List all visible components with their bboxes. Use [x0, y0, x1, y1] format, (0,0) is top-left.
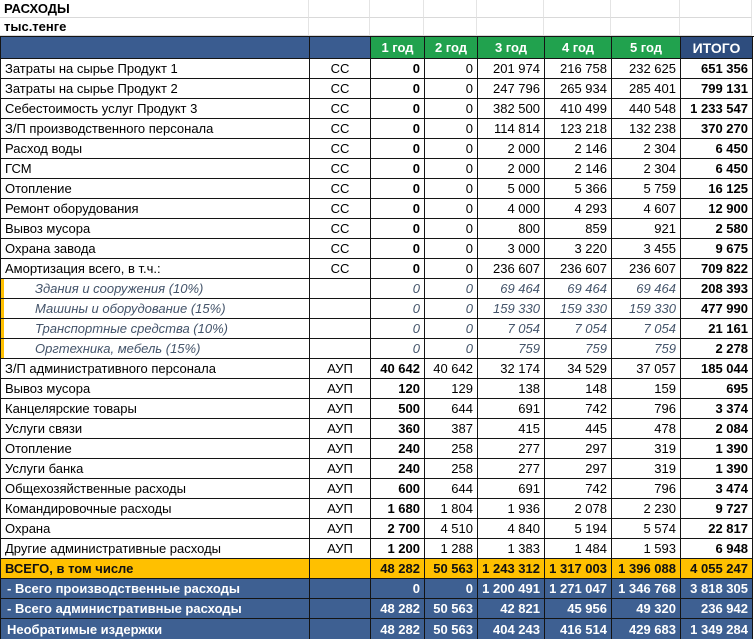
value-cell-year1[interactable]: 2 700	[371, 519, 425, 539]
total-value-cell[interactable]: 4 055 247	[681, 559, 753, 579]
value-cell-year2[interactable]: 0	[425, 239, 478, 259]
total-value-cell[interactable]: 208 393	[681, 279, 753, 299]
value-cell-year5[interactable]: 2 304	[612, 159, 681, 179]
cost-type-cell[interactable]	[310, 339, 371, 359]
value-cell-year4[interactable]: 2 146	[545, 139, 612, 159]
value-cell-year2[interactable]: 1 804	[425, 499, 478, 519]
cost-type-cell[interactable]: СС	[310, 99, 371, 119]
value-cell-year5[interactable]: 319	[612, 459, 681, 479]
row-label-cell[interactable]: Оргтехника, мебель (15%)	[1, 339, 310, 359]
sheet-cell[interactable]	[544, 0, 611, 18]
header-year1[interactable]: 1 год	[371, 37, 425, 59]
value-cell-year5[interactable]: 2 230	[612, 499, 681, 519]
value-cell-year2[interactable]: 387	[425, 419, 478, 439]
value-cell-year2[interactable]: 0	[425, 119, 478, 139]
sheet-cell[interactable]	[370, 18, 424, 36]
table-row	[1, 359, 754, 379]
value-cell-year3[interactable]: 800	[478, 219, 545, 239]
value-cell-year3[interactable]: 247 796	[478, 79, 545, 99]
cost-type-cell[interactable]: СС	[310, 119, 371, 139]
cost-type-cell[interactable]: СС	[310, 259, 371, 279]
value-cell-year3[interactable]: 277	[478, 439, 545, 459]
row-label-cell[interactable]: - Всего производственные расходы	[1, 579, 310, 599]
table-row	[1, 199, 754, 219]
value-cell-year5[interactable]: 796	[612, 399, 681, 419]
value-cell-year2[interactable]: 50 563	[425, 559, 478, 579]
value-cell-year4[interactable]: 1 484	[545, 539, 612, 559]
value-cell-year4[interactable]: 3 220	[545, 239, 612, 259]
value-cell-year5[interactable]: 37 057	[612, 359, 681, 379]
value-cell-year4[interactable]: 69 464	[545, 279, 612, 299]
sheet-title-row	[0, 0, 754, 18]
value-cell-year1[interactable]: 240	[371, 459, 425, 479]
cost-type-cell[interactable]: АУП	[310, 379, 371, 399]
table-row	[1, 599, 754, 619]
table-row	[1, 119, 754, 139]
cost-type-cell[interactable]: АУП	[310, 499, 371, 519]
value-cell-year2[interactable]: 644	[425, 479, 478, 499]
sheet-cell[interactable]	[544, 18, 611, 36]
total-value-cell[interactable]: 3 374	[681, 399, 753, 419]
value-cell-year4[interactable]: 236 607	[545, 259, 612, 279]
value-cell-year2[interactable]: 0	[425, 199, 478, 219]
value-cell-year4[interactable]: 759	[545, 339, 612, 359]
value-cell-year3[interactable]: 691	[478, 479, 545, 499]
header-type-cell[interactable]	[310, 37, 371, 59]
value-cell-year2[interactable]: 0	[425, 279, 478, 299]
value-cell-year2[interactable]: 0	[425, 219, 478, 239]
total-value-cell[interactable]: 695	[681, 379, 753, 399]
cost-type-cell[interactable]: СС	[310, 219, 371, 239]
total-value-cell[interactable]: 9 727	[681, 499, 753, 519]
table-row	[1, 539, 754, 559]
value-cell-year5[interactable]: 232 625	[612, 59, 681, 79]
header-name-cell[interactable]	[1, 37, 310, 59]
sheet-cell[interactable]	[611, 18, 680, 36]
table-row	[1, 219, 754, 239]
value-cell-year5[interactable]: 429 683	[612, 619, 681, 639]
value-cell-year3[interactable]: 759	[478, 339, 545, 359]
value-cell-year5[interactable]: 69 464	[612, 279, 681, 299]
header-total[interactable]: ИТОГО	[681, 37, 753, 59]
value-cell-year3[interactable]: 236 607	[478, 259, 545, 279]
row-label-cell[interactable]: Себестоимость услуг Продукт 3	[1, 99, 310, 119]
value-cell-year1[interactable]: 600	[371, 479, 425, 499]
value-cell-year4[interactable]: 859	[545, 219, 612, 239]
value-cell-year3[interactable]: 4 840	[478, 519, 545, 539]
row-label-cell[interactable]: З/П производственного персонала	[1, 119, 310, 139]
value-cell-year3[interactable]: 5 000	[478, 179, 545, 199]
value-cell-year1[interactable]: 0	[371, 199, 425, 219]
value-cell-year3[interactable]: 404 243	[478, 619, 545, 639]
value-cell-year1[interactable]: 0	[371, 579, 425, 599]
table-row	[1, 239, 754, 259]
value-cell-year5[interactable]: 440 548	[612, 99, 681, 119]
value-cell-year1[interactable]: 48 282	[371, 559, 425, 579]
header-year3[interactable]: 3 год	[478, 37, 545, 59]
row-label-cell[interactable]: Затраты на сырье Продукт 1	[1, 59, 310, 79]
total-value-cell[interactable]: 709 822	[681, 259, 753, 279]
cost-type-cell[interactable]: АУП	[310, 359, 371, 379]
cost-type-cell[interactable]	[310, 619, 371, 639]
value-cell-year5[interactable]: 5 574	[612, 519, 681, 539]
value-cell-year1[interactable]: 0	[371, 259, 425, 279]
sheet-cell[interactable]	[477, 18, 544, 36]
total-value-cell[interactable]: 22 817	[681, 519, 753, 539]
total-value-cell[interactable]: 1 233 547	[681, 99, 753, 119]
value-cell-year1[interactable]: 0	[371, 59, 425, 79]
cost-type-cell[interactable]: СС	[310, 59, 371, 79]
value-cell-year1[interactable]: 0	[371, 119, 425, 139]
cost-type-cell[interactable]: СС	[310, 159, 371, 179]
value-cell-year1[interactable]: 0	[371, 239, 425, 259]
value-cell-year3[interactable]: 415	[478, 419, 545, 439]
cost-type-cell[interactable]	[310, 579, 371, 599]
value-cell-year4[interactable]: 445	[545, 419, 612, 439]
row-label-cell[interactable]: Отопление	[1, 179, 310, 199]
table-row	[1, 79, 754, 99]
cost-type-cell[interactable]	[310, 319, 371, 339]
cost-type-cell[interactable]: АУП	[310, 459, 371, 479]
value-cell-year2[interactable]: 50 563	[425, 599, 478, 619]
sheet-subtitle-row	[0, 18, 754, 36]
row-label-cell[interactable]: Здания и сооружения (10%)	[1, 279, 310, 299]
row-label-cell[interactable]: Машины и оборудование (15%)	[1, 299, 310, 319]
table-row	[1, 379, 754, 399]
value-cell-year4[interactable]: 742	[545, 399, 612, 419]
value-cell-year2[interactable]: 258	[425, 439, 478, 459]
value-cell-year5[interactable]: 285 401	[612, 79, 681, 99]
cost-type-cell[interactable]: СС	[310, 139, 371, 159]
row-label-cell[interactable]: Транспортные средства (10%)	[1, 319, 310, 339]
value-cell-year4[interactable]: 416 514	[545, 619, 612, 639]
total-value-cell[interactable]: 6 450	[681, 139, 753, 159]
table-row	[1, 519, 754, 539]
table-row	[1, 439, 754, 459]
value-cell-year2[interactable]: 258	[425, 459, 478, 479]
total-value-cell[interactable]: 651 356	[681, 59, 753, 79]
value-cell-year1[interactable]: 240	[371, 439, 425, 459]
value-cell-year5[interactable]: 921	[612, 219, 681, 239]
value-cell-year5[interactable]: 5 759	[612, 179, 681, 199]
value-cell-year5[interactable]: 1 346 768	[612, 579, 681, 599]
total-value-cell[interactable]: 1 390	[681, 439, 753, 459]
value-cell-year1[interactable]: 0	[371, 319, 425, 339]
value-cell-year5[interactable]: 319	[612, 439, 681, 459]
row-label-cell[interactable]: Амортизация всего, в т.ч.:	[1, 259, 310, 279]
total-value-cell[interactable]: 236 942	[681, 599, 753, 619]
value-cell-year5[interactable]: 1 593	[612, 539, 681, 559]
value-cell-year2[interactable]: 644	[425, 399, 478, 419]
value-cell-year4[interactable]: 2 146	[545, 159, 612, 179]
table-row	[1, 139, 754, 159]
total-value-cell[interactable]: 1 349 284	[681, 619, 753, 639]
value-cell-year2[interactable]: 0	[425, 179, 478, 199]
expenses-table	[0, 36, 754, 639]
cost-type-cell[interactable]: СС	[310, 179, 371, 199]
row-label-cell[interactable]: ВСЕГО, в том числе	[1, 559, 310, 579]
table-row	[1, 99, 754, 119]
value-cell-year1[interactable]: 1 200	[371, 539, 425, 559]
value-cell-year1[interactable]: 48 282	[371, 599, 425, 619]
cost-type-cell[interactable]: АУП	[310, 439, 371, 459]
header-year2[interactable]: 2 год	[425, 37, 478, 59]
value-cell-year2[interactable]: 1 288	[425, 539, 478, 559]
units-cell[interactable]	[0, 18, 309, 36]
row-label-cell[interactable]: Услуги связи	[1, 419, 310, 439]
total-value-cell[interactable]: 477 990	[681, 299, 753, 319]
total-value-cell[interactable]: 185 044	[681, 359, 753, 379]
cost-type-cell[interactable]: АУП	[310, 479, 371, 499]
total-value-cell[interactable]: 9 675	[681, 239, 753, 259]
table-row	[1, 339, 754, 359]
value-cell-year3[interactable]: 69 464	[478, 279, 545, 299]
value-cell-year2[interactable]: 0	[425, 579, 478, 599]
row-label-cell[interactable]: Ремонт оборудования	[1, 199, 310, 219]
value-cell-year4[interactable]: 216 758	[545, 59, 612, 79]
row-label-cell[interactable]: Охрана	[1, 519, 310, 539]
sheet-cell[interactable]	[424, 18, 477, 36]
row-label-cell[interactable]: Отопление	[1, 439, 310, 459]
table-row	[1, 279, 754, 299]
row-label-cell[interactable]: Охрана завода	[1, 239, 310, 259]
table-row	[1, 299, 754, 319]
table-row	[1, 499, 754, 519]
value-cell-year2[interactable]: 50 563	[425, 619, 478, 639]
value-cell-year3[interactable]: 382 500	[478, 99, 545, 119]
value-cell-year3[interactable]: 1 200 491	[478, 579, 545, 599]
value-cell-year4[interactable]: 159 330	[545, 299, 612, 319]
value-cell-year1[interactable]: 1 680	[371, 499, 425, 519]
value-cell-year1[interactable]: 0	[371, 99, 425, 119]
value-cell-year3[interactable]: 1 243 312	[478, 559, 545, 579]
value-cell-year1[interactable]: 120	[371, 379, 425, 399]
value-cell-year2[interactable]: 0	[425, 319, 478, 339]
value-cell-year5[interactable]: 1 396 088	[612, 559, 681, 579]
table-row	[1, 419, 754, 439]
total-value-cell[interactable]: 1 390	[681, 459, 753, 479]
value-cell-year2[interactable]: 0	[425, 299, 478, 319]
sheet-cell[interactable]	[477, 0, 544, 18]
value-cell-year2[interactable]: 40 642	[425, 359, 478, 379]
table-row	[1, 259, 754, 279]
sheet-cell[interactable]	[309, 0, 370, 18]
value-cell-year5[interactable]: 236 607	[612, 259, 681, 279]
row-label-cell[interactable]: Услуги банка	[1, 459, 310, 479]
value-cell-year2[interactable]: 0	[425, 159, 478, 179]
value-cell-year3[interactable]: 159 330	[478, 299, 545, 319]
table-row	[1, 159, 754, 179]
value-cell-year3[interactable]: 1 936	[478, 499, 545, 519]
table-body	[1, 59, 754, 639]
value-cell-year4[interactable]: 123 218	[545, 119, 612, 139]
total-value-cell[interactable]: 6 948	[681, 539, 753, 559]
cost-type-cell[interactable]: АУП	[310, 519, 371, 539]
value-cell-year2[interactable]: 0	[425, 259, 478, 279]
table-row	[1, 619, 754, 639]
value-cell-year4[interactable]: 265 934	[545, 79, 612, 99]
value-cell-year5[interactable]: 132 238	[612, 119, 681, 139]
value-cell-year4[interactable]: 45 956	[545, 599, 612, 619]
sheet-cell[interactable]	[611, 0, 680, 18]
row-label-cell[interactable]: Затраты на сырье Продукт 2	[1, 79, 310, 99]
value-cell-year4[interactable]: 7 054	[545, 319, 612, 339]
value-cell-year1[interactable]: 360	[371, 419, 425, 439]
value-cell-year4[interactable]: 148	[545, 379, 612, 399]
value-cell-year5[interactable]: 49 320	[612, 599, 681, 619]
value-cell-year2[interactable]: 4 510	[425, 519, 478, 539]
value-cell-year1[interactable]: 0	[371, 79, 425, 99]
value-cell-year2[interactable]: 0	[425, 59, 478, 79]
value-cell-year4[interactable]: 297	[545, 459, 612, 479]
value-cell-year3[interactable]: 201 974	[478, 59, 545, 79]
value-cell-year4[interactable]: 1 271 047	[545, 579, 612, 599]
value-cell-year5[interactable]: 3 455	[612, 239, 681, 259]
sheet-cell[interactable]	[680, 0, 752, 18]
value-cell-year5[interactable]: 4 607	[612, 199, 681, 219]
value-cell-year2[interactable]: 129	[425, 379, 478, 399]
value-cell-year3[interactable]: 114 814	[478, 119, 545, 139]
sheet-cell[interactable]	[370, 0, 424, 18]
value-cell-year1[interactable]: 48 282	[371, 619, 425, 639]
total-value-cell[interactable]: 370 270	[681, 119, 753, 139]
value-cell-year4[interactable]: 4 293	[545, 199, 612, 219]
value-cell-year1[interactable]: 0	[371, 219, 425, 239]
total-value-cell[interactable]: 2 580	[681, 219, 753, 239]
row-label-cell[interactable]: З/П административного персонала	[1, 359, 310, 379]
total-value-cell[interactable]: 12 900	[681, 199, 753, 219]
total-value-cell[interactable]: 3 818 305	[681, 579, 753, 599]
row-label-cell[interactable]: Вывоз мусора	[1, 379, 310, 399]
value-cell-year5[interactable]: 759	[612, 339, 681, 359]
cost-type-cell[interactable]	[310, 559, 371, 579]
total-value-cell[interactable]: 3 474	[681, 479, 753, 499]
cost-type-cell[interactable]: СС	[310, 239, 371, 259]
table-row	[1, 559, 754, 579]
value-cell-year3[interactable]: 4 000	[478, 199, 545, 219]
table-header-row	[1, 37, 754, 59]
cost-type-cell[interactable]	[310, 279, 371, 299]
table-row	[1, 319, 754, 339]
value-cell-year2[interactable]: 0	[425, 339, 478, 359]
value-cell-year3[interactable]: 691	[478, 399, 545, 419]
cost-type-cell[interactable]	[310, 299, 371, 319]
cost-type-cell[interactable]: СС	[310, 199, 371, 219]
value-cell-year5[interactable]: 478	[612, 419, 681, 439]
page-title: РАСХОДЫ	[4, 1, 70, 16]
value-cell-year4[interactable]: 34 529	[545, 359, 612, 379]
value-cell-year1[interactable]: 0	[371, 179, 425, 199]
cost-type-cell[interactable]	[310, 599, 371, 619]
table-row	[1, 459, 754, 479]
table-row	[1, 399, 754, 419]
value-cell-year3[interactable]: 7 054	[478, 319, 545, 339]
units-label: тыс.тенге	[4, 19, 67, 34]
value-cell-year1[interactable]: 40 642	[371, 359, 425, 379]
value-cell-year3[interactable]: 138	[478, 379, 545, 399]
value-cell-year3[interactable]: 2 000	[478, 139, 545, 159]
value-cell-year3[interactable]: 277	[478, 459, 545, 479]
value-cell-year1[interactable]: 500	[371, 399, 425, 419]
row-label-cell[interactable]: Командировочные расходы	[1, 499, 310, 519]
value-cell-year4[interactable]: 297	[545, 439, 612, 459]
value-cell-year1[interactable]: 0	[371, 279, 425, 299]
value-cell-year1[interactable]: 0	[371, 159, 425, 179]
title-cell[interactable]	[0, 0, 309, 18]
row-label-cell[interactable]: Общехозяйственные расходы	[1, 479, 310, 499]
cost-type-cell[interactable]: АУП	[310, 399, 371, 419]
value-cell-year4[interactable]: 410 499	[545, 99, 612, 119]
sheet-cell[interactable]	[424, 0, 477, 18]
value-cell-year2[interactable]: 0	[425, 139, 478, 159]
cost-type-cell[interactable]: СС	[310, 79, 371, 99]
row-label-cell[interactable]: Расход воды	[1, 139, 310, 159]
value-cell-year5[interactable]: 7 054	[612, 319, 681, 339]
row-label-cell[interactable]: Вывоз мусора	[1, 219, 310, 239]
total-value-cell[interactable]: 799 131	[681, 79, 753, 99]
total-value-cell[interactable]: 6 450	[681, 159, 753, 179]
cost-type-cell[interactable]: АУП	[310, 539, 371, 559]
value-cell-year3[interactable]: 1 383	[478, 539, 545, 559]
value-cell-year3[interactable]: 32 174	[478, 359, 545, 379]
row-label-cell[interactable]: ГСМ	[1, 159, 310, 179]
row-label-cell[interactable]: Канцелярские товары	[1, 399, 310, 419]
value-cell-year4[interactable]: 2 078	[545, 499, 612, 519]
total-value-cell[interactable]: 21 161	[681, 319, 753, 339]
table-row	[1, 59, 754, 79]
value-cell-year4[interactable]: 5 194	[545, 519, 612, 539]
value-cell-year1[interactable]: 0	[371, 339, 425, 359]
header-year5[interactable]: 5 год	[612, 37, 681, 59]
value-cell-year3[interactable]: 2 000	[478, 159, 545, 179]
value-cell-year5[interactable]: 159 330	[612, 299, 681, 319]
value-cell-year5[interactable]: 159	[612, 379, 681, 399]
value-cell-year2[interactable]: 0	[425, 99, 478, 119]
value-cell-year2[interactable]: 0	[425, 79, 478, 99]
row-label-cell[interactable]: Другие административные расходы	[1, 539, 310, 559]
value-cell-year4[interactable]: 5 366	[545, 179, 612, 199]
cost-type-cell[interactable]: АУП	[310, 419, 371, 439]
value-cell-year1[interactable]: 0	[371, 139, 425, 159]
value-cell-year5[interactable]: 2 304	[612, 139, 681, 159]
sheet-cell[interactable]	[680, 18, 752, 36]
value-cell-year1[interactable]: 0	[371, 299, 425, 319]
header-year4[interactable]: 4 год	[545, 37, 612, 59]
row-label-cell[interactable]: Необратимые издержки	[1, 619, 310, 639]
table-row	[1, 579, 754, 599]
row-label-cell[interactable]: - Всего административные расходы	[1, 599, 310, 619]
value-cell-year3[interactable]: 3 000	[478, 239, 545, 259]
sheet-cell[interactable]	[309, 18, 370, 36]
value-cell-year5[interactable]: 796	[612, 479, 681, 499]
total-value-cell[interactable]: 2 084	[681, 419, 753, 439]
total-value-cell[interactable]: 16 125	[681, 179, 753, 199]
value-cell-year4[interactable]: 742	[545, 479, 612, 499]
total-value-cell[interactable]: 2 278	[681, 339, 753, 359]
table-row	[1, 479, 754, 499]
value-cell-year3[interactable]: 42 821	[478, 599, 545, 619]
value-cell-year4[interactable]: 1 317 003	[545, 559, 612, 579]
table-row	[1, 179, 754, 199]
